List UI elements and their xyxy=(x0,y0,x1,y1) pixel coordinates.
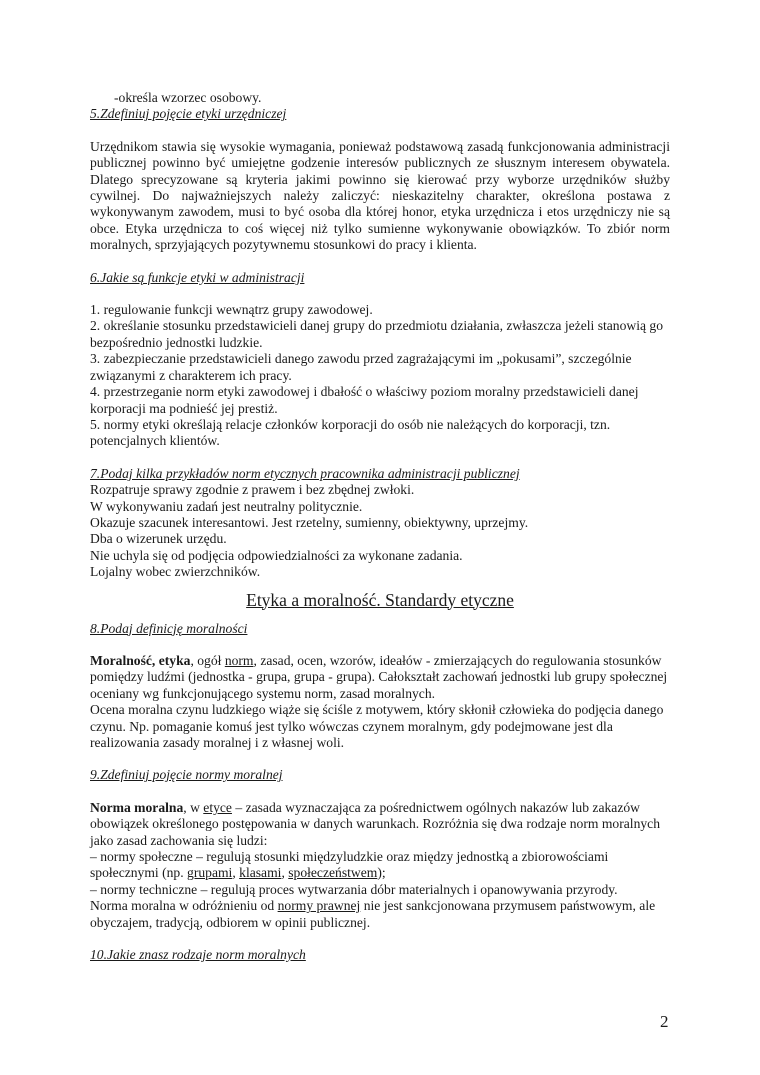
link-klasami[interactable]: klasami xyxy=(239,865,282,881)
q6-item-5: 5. normy etyki określają relacje członków korporacji do osób nie należących do korporacji, tzn. potencjalnych klientów. xyxy=(90,416,611,449)
q10-heading: 10.Jakie znasz rodzaje norm moralnych xyxy=(90,947,306,963)
q9-bullet-2: – normy techniczne – regulują proces wytwarzania dóbr materialnych i opanowywania przyrody. xyxy=(90,881,618,897)
q6-item-1: 1. regulowanie funkcji wewnątrz grupy zawodowej. xyxy=(90,302,373,318)
q8-bold-term: Moralność, etyka xyxy=(90,652,191,668)
intro-line: -określa wzorzec osobowy. xyxy=(114,90,262,105)
q8-paragraph-1 xyxy=(90,653,670,702)
page-number: 2 xyxy=(660,1012,669,1031)
q9-heading: 9.Zdefiniuj pojęcie normy moralnej xyxy=(90,767,283,783)
q5-body: Urzędnikom stawia się wysokie wymagania, ponieważ podstawową zasadą funkcjonowania administracji publicznej powinno być umiejętne godzenie interesów publicznych ze słusznym interesem obywatela. Dlatego sprecyzowane są kryteria jakimi powinno się kierować przy wyborze urzędników służby cywilnej. Do najważniejszych należy zaliczyć: nieskazitelny charakter, określona postawa z wykonywanym zawodem, musi to być osoba dla której honor, etyka urzędnicza i etos urzędniczy nie są obce. Etyka urzędnicza to coś więcej niż tylko sumienne wykonywanie obowiązków. To zbiór norm moralnych, sprzyjających pozytywnemu stosunkowi do pracy i klienta. xyxy=(90,138,670,253)
q9-text-b1: – normy społeczne – regulują stosunki międzyludzkie oraz między jednostką a zbiorowościami społecznymi (np. xyxy=(90,849,609,881)
q7-item-3: Okazuje szacunek interesantowi. Jest rzetelny, sumienny, obiektywny, uprzejmy. xyxy=(90,514,529,530)
q6-item-3: 3. zabezpieczanie przedstawicieli danego zawodu przed zagrażającymi im „pokusami”, szczególnie związanymi z charakterem ich pracy. xyxy=(90,351,632,383)
q6-item-2: 2. określanie stosunku przedstawicieli danej grupy do przedmiotu działania, zwłaszcza jeżeli stanowią go bezpośrednio jednostki ludzkie. xyxy=(90,318,664,350)
q6-item-4: 4. przestrzeganie norm etyki zawodowej i dbałość o właściwy poziom moralny przedstawicieli danej korporacji ma podnieść jej prestiż. xyxy=(90,384,639,416)
q6-heading: 6.Jakie są funkcje etyki w administracji xyxy=(90,269,305,285)
q9-text-c2: nie jest sankcjonowana przymusem państwowym, ale obyczajem, tradycją, odbiorem w opinii publicznej. xyxy=(90,898,656,930)
link-etyce[interactable]: etyce xyxy=(203,799,232,815)
q9-text-c1: Norma moralna w odróżnieniu od xyxy=(90,898,278,914)
q8-text-b: , zasad, ocen, wzorów, ideałów - zmierzających do regulowania stosunków pomiędzy ludźmi (jednostka - grupa, grupa - grupa). Całokształt zachowań jednostki lub grupy społecznej oceniany wg funkcjonującego systemu norm, zasad moralnych. xyxy=(90,652,668,701)
q8-text-a: , ogół xyxy=(190,652,225,668)
q9-paragraph-1 xyxy=(90,800,670,849)
link-grupami[interactable]: grupami xyxy=(187,865,233,881)
q7-item-1: Rozpatruje sprawy zgodnie z prawem i bez zbędnej zwłoki. xyxy=(90,482,415,498)
link-normy-prawnej[interactable]: normy prawnej xyxy=(277,898,361,914)
q9-sep-1: , xyxy=(232,865,240,881)
link-norm[interactable]: norm xyxy=(224,652,254,668)
section-title: Etyka a moralność. Standardy etyczne xyxy=(246,589,514,610)
q7-item-6: Lojalny wobec zwierzchników. xyxy=(90,564,261,580)
document-page xyxy=(90,90,670,963)
q5-heading: 5.Zdefiniuj pojęcie etyki urzędniczej xyxy=(90,106,287,122)
q8-paragraph-2: Ocena moralna czynu ludzkiego wiąże się ściśle z motywem, który skłonił człowieka do podjęcia danego czynu. Np. pomaganie komuś jest tylko wówczas czynem moralnym, gdy podejmowane jest dla realizowania zasady moralnej i z własnej woli. xyxy=(90,702,664,750)
q8-heading: 8.Podaj definicję moralności xyxy=(90,620,248,636)
q9-bold-term: Norma moralna xyxy=(90,799,184,815)
q9-sep-2: , xyxy=(281,865,289,881)
q7-item-2: W wykonywaniu zadań jest neutralny politycznie. xyxy=(90,498,363,514)
q7-item-4: Dba o wizerunek urzędu. xyxy=(90,531,227,547)
q9-text-a2: – zasada wyznaczająca za pośrednictwem ogólnych nakazów lub zakazów obowiązek określonego postępowania w danych warunkach. Rozróżnia się dwa rodzaje norm moralnych jako zasad zachowania się ludzi: xyxy=(90,799,660,848)
link-spoleczenstwem[interactable]: społeczeństwem xyxy=(288,865,378,881)
q9-bullet-1 xyxy=(90,849,670,882)
q9-text-a1: , w xyxy=(183,799,204,815)
q9-paragraph-3 xyxy=(90,898,670,931)
q7-heading: 7.Podaj kilka przykładów norm etycznych pracownika administracji publicznej xyxy=(90,465,520,481)
q9-text-b1-end: ); xyxy=(377,865,386,881)
q7-item-5: Nie uchyla się od podjęcia odpowiedzialności za wykonane zadania. xyxy=(90,547,463,563)
